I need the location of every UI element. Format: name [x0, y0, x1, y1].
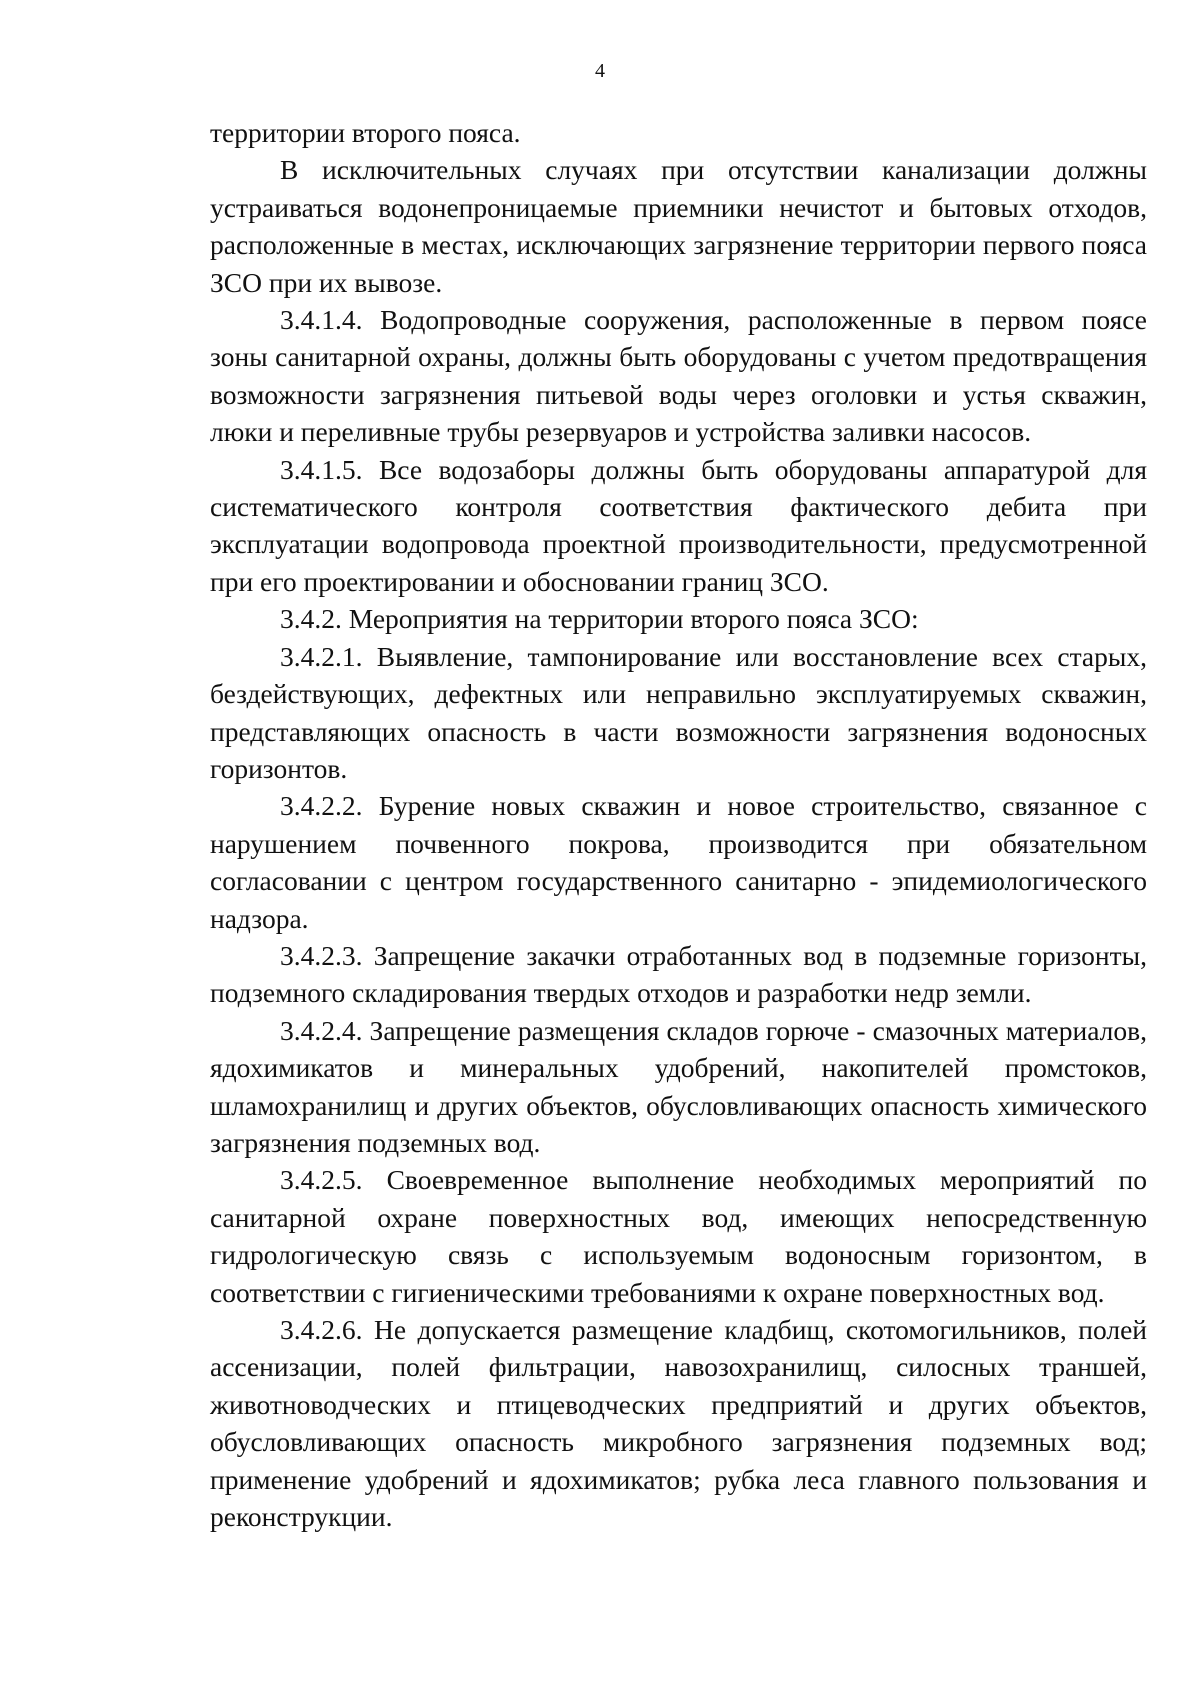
paragraph-3-4-2-3: 3.4.2.3. Запрещение закачки отработанных вод в подземные горизонты, подземного складирования твердых отходов и разработки недр земли. [210, 939, 1147, 1009]
paragraph-3-4-1-5: 3.4.1.5. Все водозаборы должны быть оборудованы аппаратурой для систематического контроля соответствия фактического дебита при эксплуатации водопровода проектной производительности, предусмотренной при его проектировании и обосновании границ ЗСО. [210, 453, 1147, 597]
paragraph-3-4-2-5: 3.4.2.5. Своевременное выполнение необходимых мероприятий по санитарной охране поверхностных вод, имеющих непосредственную гидрологическую связь с используемым водоносным горизонтом, в соответствии с гигиеническими требованиями к охране поверхностных вод. [210, 1164, 1147, 1308]
paragraph-3-4-2-6: 3.4.2.6. Не допускается размещение кладбищ, скотомогильников, полей ассенизации, полей фильтрации, навозохранилищ, силосных траншей, животноводческих и птицеводческих предприятий и других объектов, обусловливающих опасность микробного загрязнения подземных вод; применение удобрений и ядохимикатов; рубка леса главного пользования и реконструкции. [210, 1314, 1147, 1533]
paragraph-3-4-2-4: 3.4.2.4. Запрещение размещения складов горюче - смазочных материалов, ядохимикатов и минеральных удобрений, накопителей промстоков, шламохранилищ и других объектов, обусловливающих опасность химического загрязнения подземных вод. [210, 1014, 1147, 1158]
document-body [210, 114, 1147, 1535]
paragraph-3-4-2: 3.4.2. Мероприятия на территории второго пояса ЗСО: [280, 603, 919, 635]
paragraph-sewage-exception: В исключительных случаях при отсутствии канализации должны устраиваться водонепроницаемые приемники нечистот и бытовых отходов, расположенные в местах, исключающих загрязнение территории первого пояса ЗСО при их вывозе. [210, 154, 1147, 298]
page-number: 4 [595, 60, 605, 82]
paragraph-3-4-2-2: 3.4.2.2. Бурение новых скважин и новое строительство, связанное с нарушением почвенного покрова, производится при обязательном согласовании с центром государственного санитарно - эпидемиологического надзора. [210, 790, 1147, 934]
paragraph-continuation: территории второго пояса. [210, 117, 521, 148]
paragraph-3-4-1-4: 3.4.1.4. Водопроводные сооружения, расположенные в первом поясе зоны санитарной охраны, должны быть оборудованы с учетом предотвращения возможности загрязнения питьевой воды через оголовки и устья скважин, люки и переливные трубы резервуаров и устройства заливки насосов. [210, 304, 1147, 448]
paragraph-3-4-2-1: 3.4.2.1. Выявление, тампонирование или восстановление всех старых, бездействующих, дефектных или неправильно эксплуатируемых скважин, представляющих опасность в части возможности загрязнения водоносных горизонтов. [210, 640, 1147, 784]
